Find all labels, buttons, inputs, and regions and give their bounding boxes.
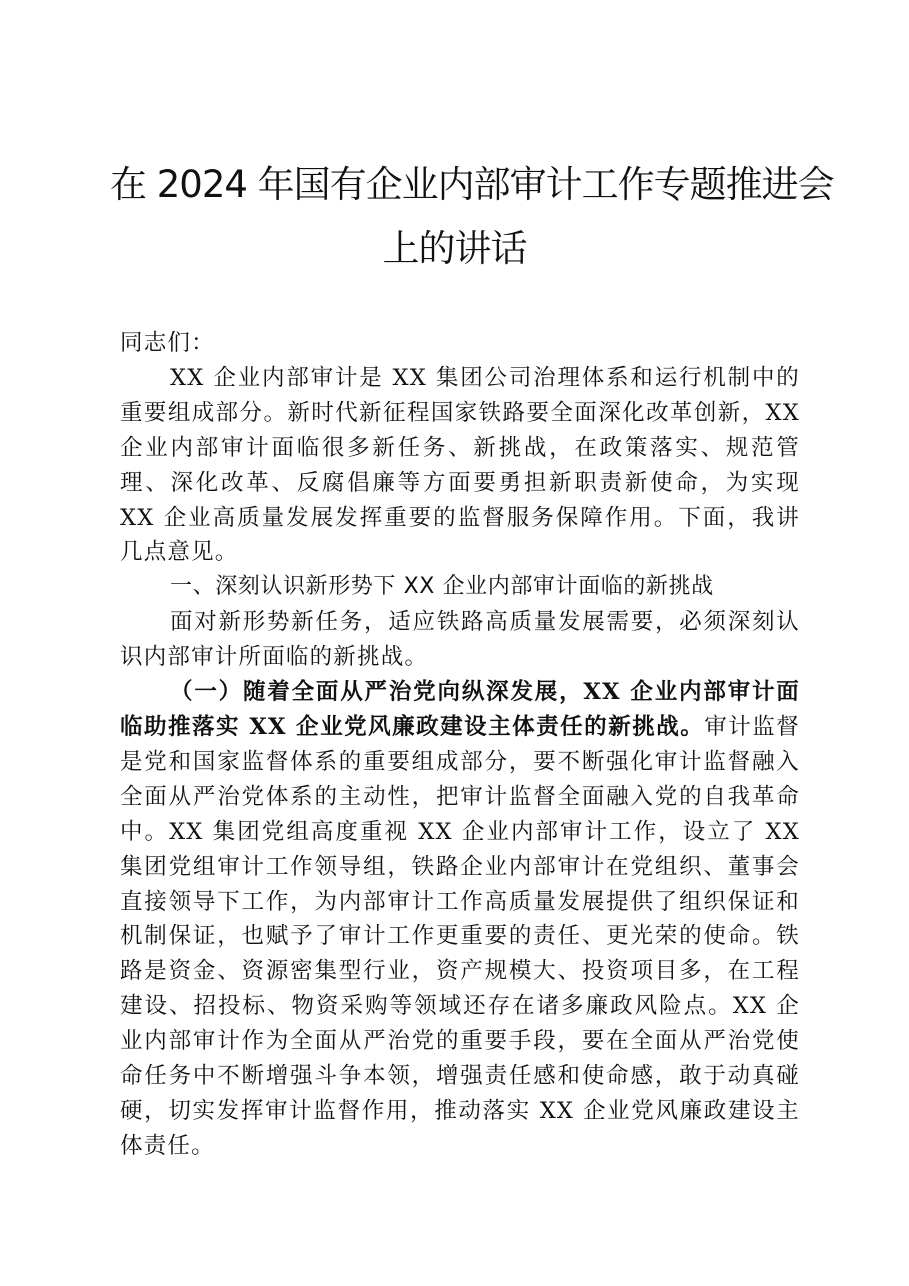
paragraph-challenges-intro: 面对新形势新任务，适应铁路高质量发展需要，必须深刻认识内部审计所面临的新挑战。 [120,609,800,671]
subsection-1-heading: （一）随着全面从严治党向纵深发展，XX 企业内部审计面临助推落实 XX 企业党风廉政建设主体责任的新挑战。 [120,679,800,740]
section-heading-1: 一、深刻认识新形势下 XX 企业内部审计面临的新挑战 [170,574,714,600]
document-body [120,326,800,1164]
document-title [110,153,834,281]
title-line-2: 上的讲话 [382,227,527,270]
salutation: 同志们： [120,330,215,356]
paragraph-subsection-1 [120,675,800,1164]
paragraph-intro: XX 企业内部审计是 XX 集团公司治理体系和运行机制中的重要组成部分。新时代新征程国家铁路要全面深化改革创新，XX 企业内部审计面临很多新任务、新挑战，在政策落实、规范管理、深化改革、反腐倡廉等方面要勇担新职责新使命，为实现 XX 企业高质量发展发挥重要的监督服务保障作用。下面，我讲几点意见。 [120,364,800,566]
title-line-1: 在 2024 年国有企业内部审计工作专题推进会 [110,163,834,206]
subsection-1-text: 审计监督是党和国家监督体系的重要组成部分，要不断强化审计监督融入全面从严治党体系的主动性，把审计监督全面融入党的自我革命中。XX 集团党组高度重视 XX 企业内部审计工作，设立了 XX 集团党组审计工作领导组，铁路企业内部审计在党组织、董事会直接领导下工作，为内部审计工作高质量发展提供了组织保证和机制保证，也赋予了审计工作更重要的责任、更光荣的使命。铁路是资金、资源密集型行业，资产规模大、投资项目多，在工程建设、招投标、物资采购等领域还存在诸多廉政风险点。XX 企业内部审计作为全面从严治党的重要手段，要在全面从严治党使命任务中不断增强斗争本领，增强责任感和使命感，敢于动真碰硬，切实发挥审计监督作用，推动落实 XX 企业党风廉政建设主体责任。 [120,713,800,1159]
